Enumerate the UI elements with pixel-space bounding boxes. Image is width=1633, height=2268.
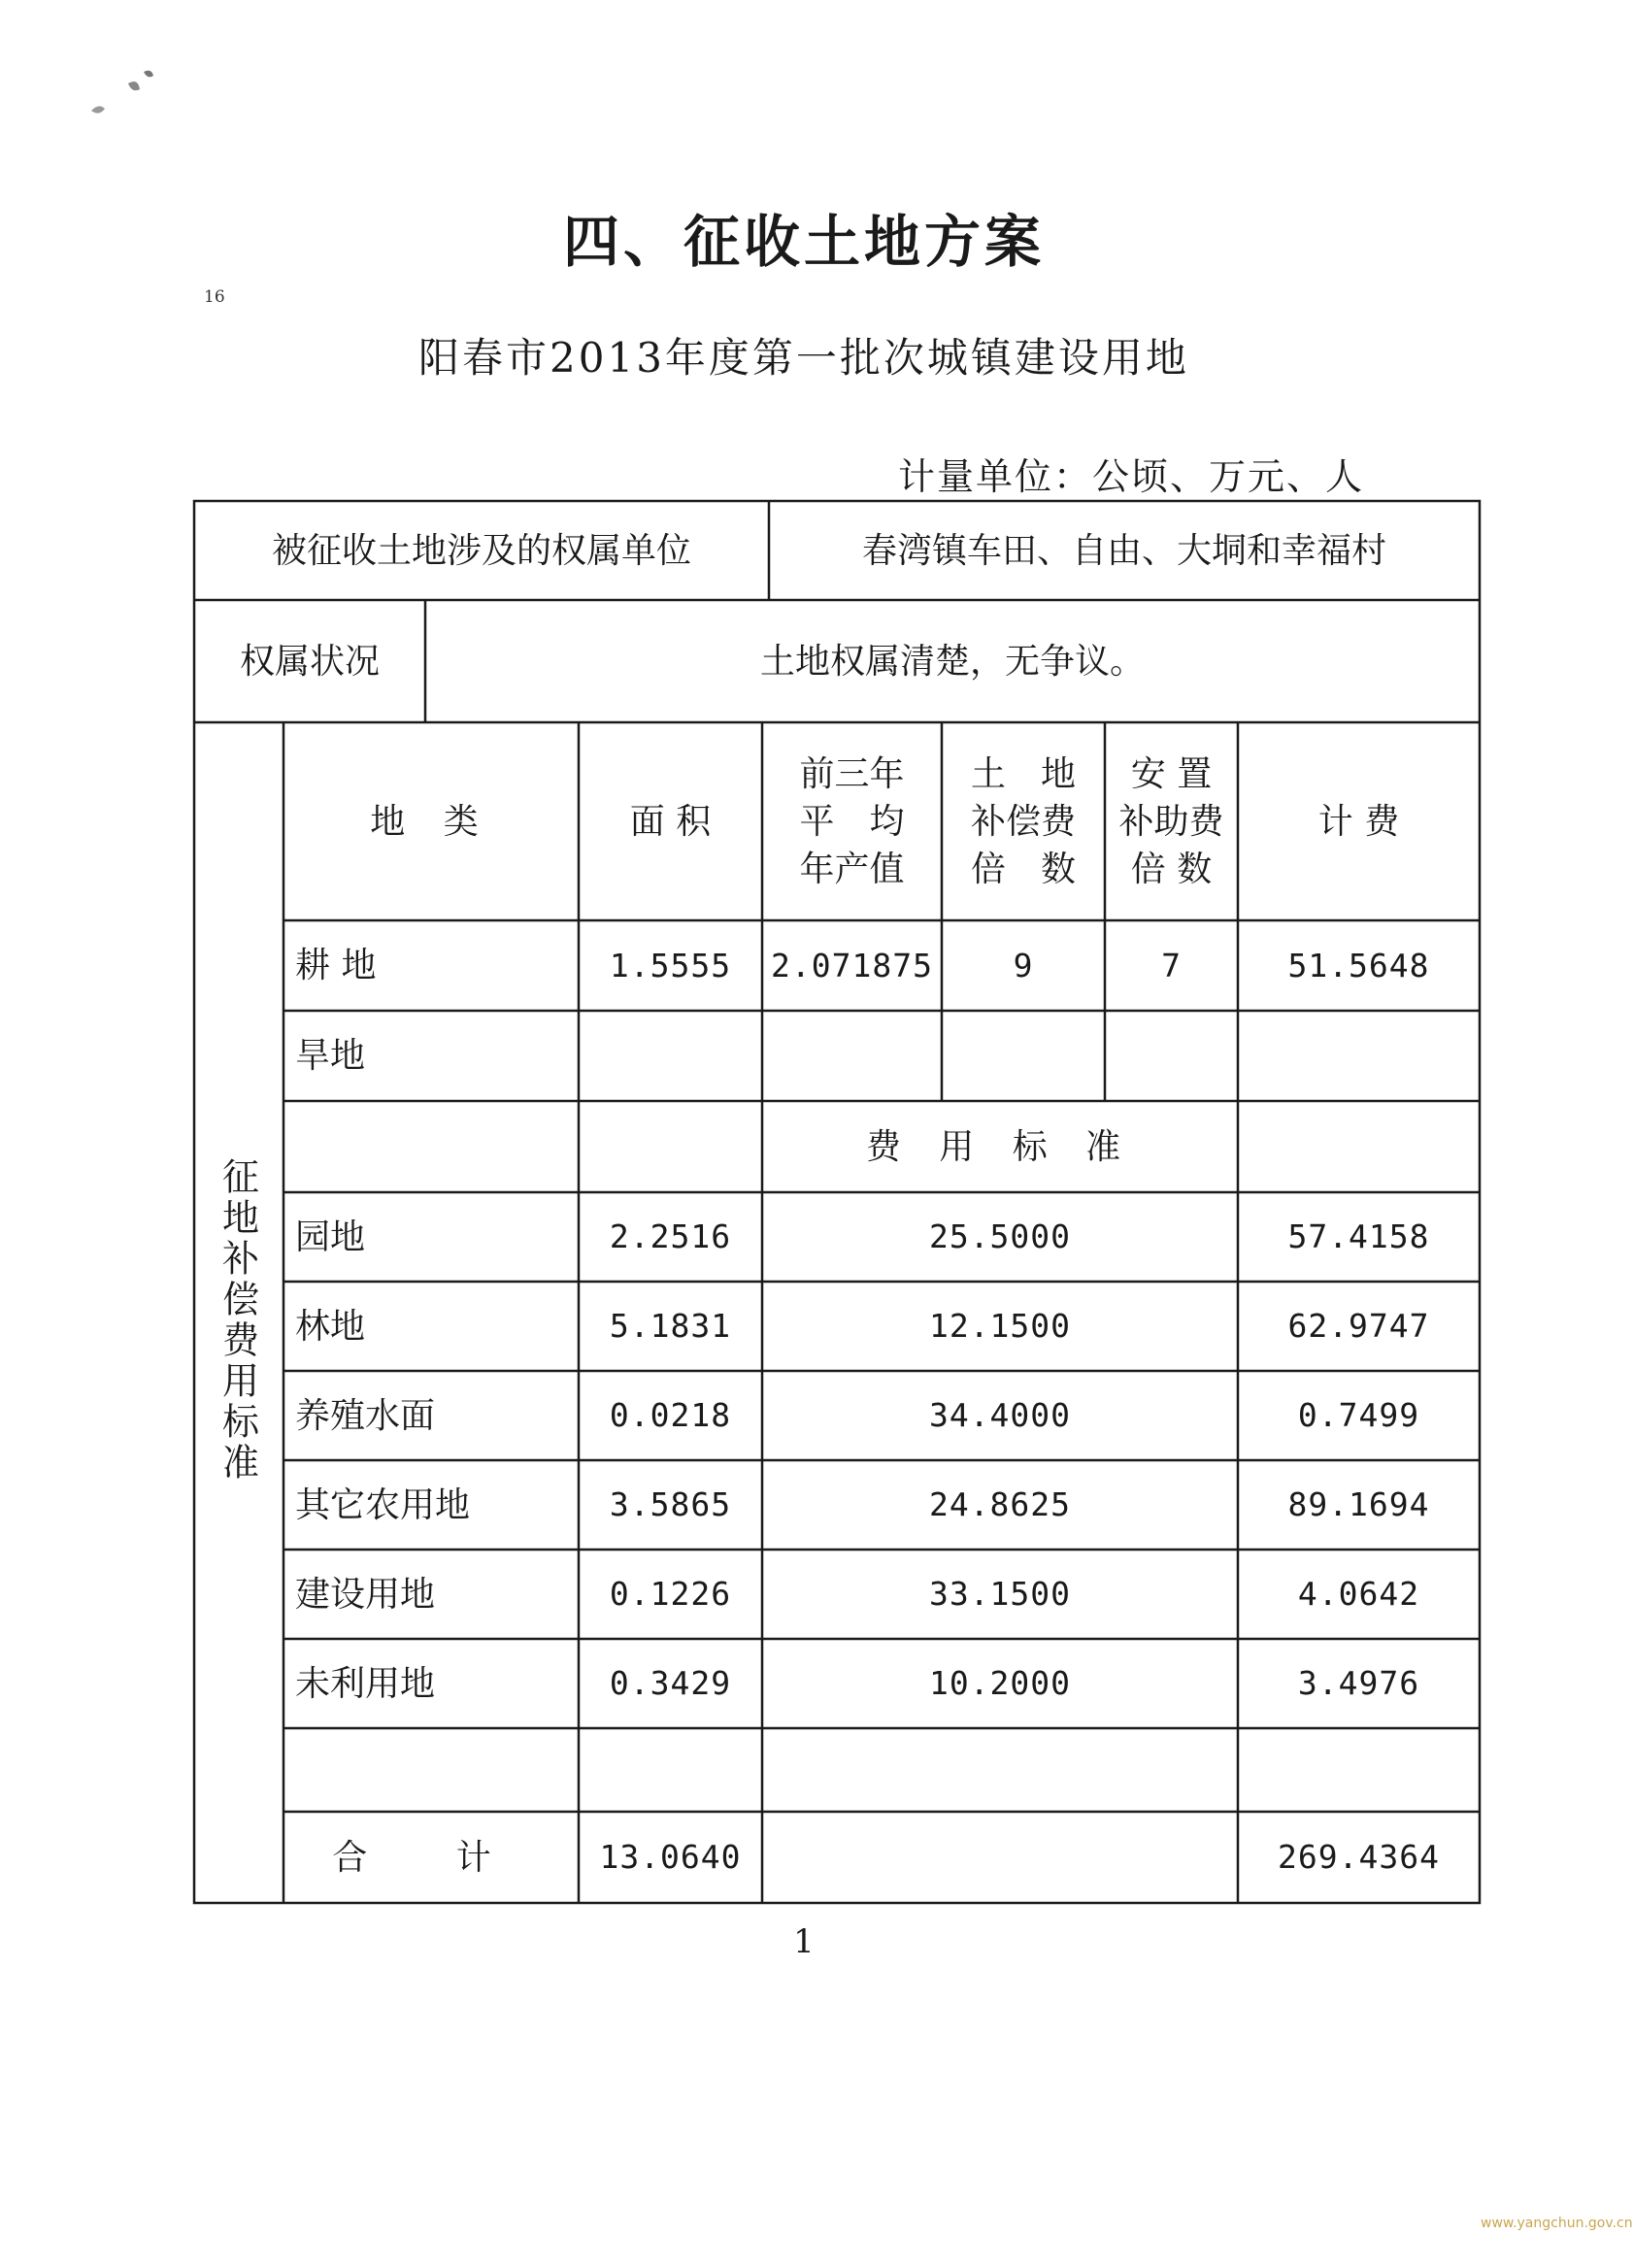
column-header-resettle — [1105, 722, 1238, 920]
column-header-avg-output-line: 年产值 — [799, 849, 905, 889]
row-standard-cell: 33.1500 — [928, 1575, 1072, 1614]
column-header-land-comp-line: 土 地 — [970, 753, 1076, 794]
row-area-cell: 3.5865 — [609, 1485, 732, 1524]
column-header-avg-output-line: 前三年 — [799, 753, 905, 794]
row-type-cell: 旱地 — [295, 1036, 366, 1076]
page-mark: 16 — [204, 287, 225, 307]
column-header-avg-output-line: 平 均 — [799, 801, 905, 842]
row-avg-output-cell: 2.071875 — [771, 946, 933, 984]
row-resettle-cell: 7 — [1161, 946, 1182, 984]
column-header-avg-output — [762, 722, 942, 920]
row-standard-cell: 12.1500 — [928, 1307, 1072, 1346]
row-fee-cell: 4.0642 — [1297, 1575, 1420, 1614]
row-area-cell: 0.3429 — [609, 1664, 732, 1703]
row-type-cell: 耕 地 — [295, 946, 377, 985]
total-label: 合 计 — [332, 1837, 530, 1878]
row-standard-cell: 34.4000 — [928, 1396, 1072, 1435]
row-area-cell: 0.1226 — [609, 1575, 732, 1614]
column-header-area: 面 积 — [629, 801, 712, 842]
row-fee-cell: 57.4158 — [1287, 1217, 1430, 1256]
column-header-fee: 计 费 — [1317, 801, 1400, 842]
compensation-section-label: 征地补偿费用标准 — [216, 1157, 259, 1484]
column-header-land-type: 地 类 — [370, 801, 492, 842]
column-header-land-comp-line: 补偿费 — [970, 801, 1076, 842]
row-type-cell: 林地 — [295, 1306, 366, 1347]
ownership-status-label: 权属状况 — [239, 641, 380, 682]
row-standard-cell: 25.5000 — [928, 1217, 1072, 1256]
document-subtitle: 阳春市2013年度第一批次城镇建设用地 — [418, 334, 1189, 382]
row-area-cell: 2.2516 — [609, 1217, 732, 1256]
row-fee-cell: 89.1694 — [1287, 1485, 1430, 1524]
row-type-cell: 园地 — [295, 1217, 366, 1257]
column-header-resettle-line: 补助费 — [1118, 801, 1224, 842]
unit-note: 计量单位：公顷、万元、人 — [898, 455, 1365, 498]
total-area: 13.0640 — [599, 1838, 742, 1877]
row-type-cell: 建设用地 — [295, 1574, 436, 1615]
scan-speck-decoration — [85, 64, 173, 122]
row-fee-cell: 51.5648 — [1287, 946, 1430, 984]
row-fee-cell: 62.9747 — [1287, 1307, 1430, 1346]
document-title: 四、征收土地方案 — [562, 209, 1045, 275]
column-header-land-comp — [942, 722, 1105, 920]
row-standard-cell: 10.2000 — [928, 1664, 1072, 1703]
page-number: 1 — [793, 1922, 815, 1961]
standard-header: 费 用 标 准 — [865, 1126, 1135, 1167]
site-watermark: www.yangchun.gov.cn — [1481, 2216, 1633, 2231]
ownership-units-value: 春湾镇车田、自由、大垌和幸福村 — [861, 530, 1386, 571]
row-type-cell: 养殖水面 — [295, 1395, 436, 1436]
total-fee: 269.4364 — [1278, 1838, 1440, 1877]
column-header-resettle-line: 安 置 — [1130, 753, 1213, 794]
ownership-units-label: 被征收土地涉及的权属单位 — [271, 530, 691, 571]
row-standard-cell: 24.8625 — [928, 1485, 1072, 1524]
column-header-land-comp-line: 倍 数 — [970, 849, 1076, 889]
row-type-cell: 未利用地 — [295, 1663, 436, 1704]
row-type-cell: 其它农用地 — [295, 1484, 471, 1525]
ownership-status-value: 土地权属清楚，无争议。 — [759, 641, 1145, 682]
column-header-resettle-line: 倍 数 — [1130, 849, 1213, 889]
row-area-cell: 5.1831 — [609, 1307, 732, 1346]
row-fee-cell: 0.7499 — [1297, 1396, 1420, 1435]
row-fee-cell: 3.4976 — [1297, 1664, 1420, 1703]
row-area-cell: 0.0218 — [609, 1396, 732, 1435]
row-land-comp-cell: 9 — [1013, 946, 1034, 984]
row-area-cell: 1.5555 — [609, 946, 732, 984]
